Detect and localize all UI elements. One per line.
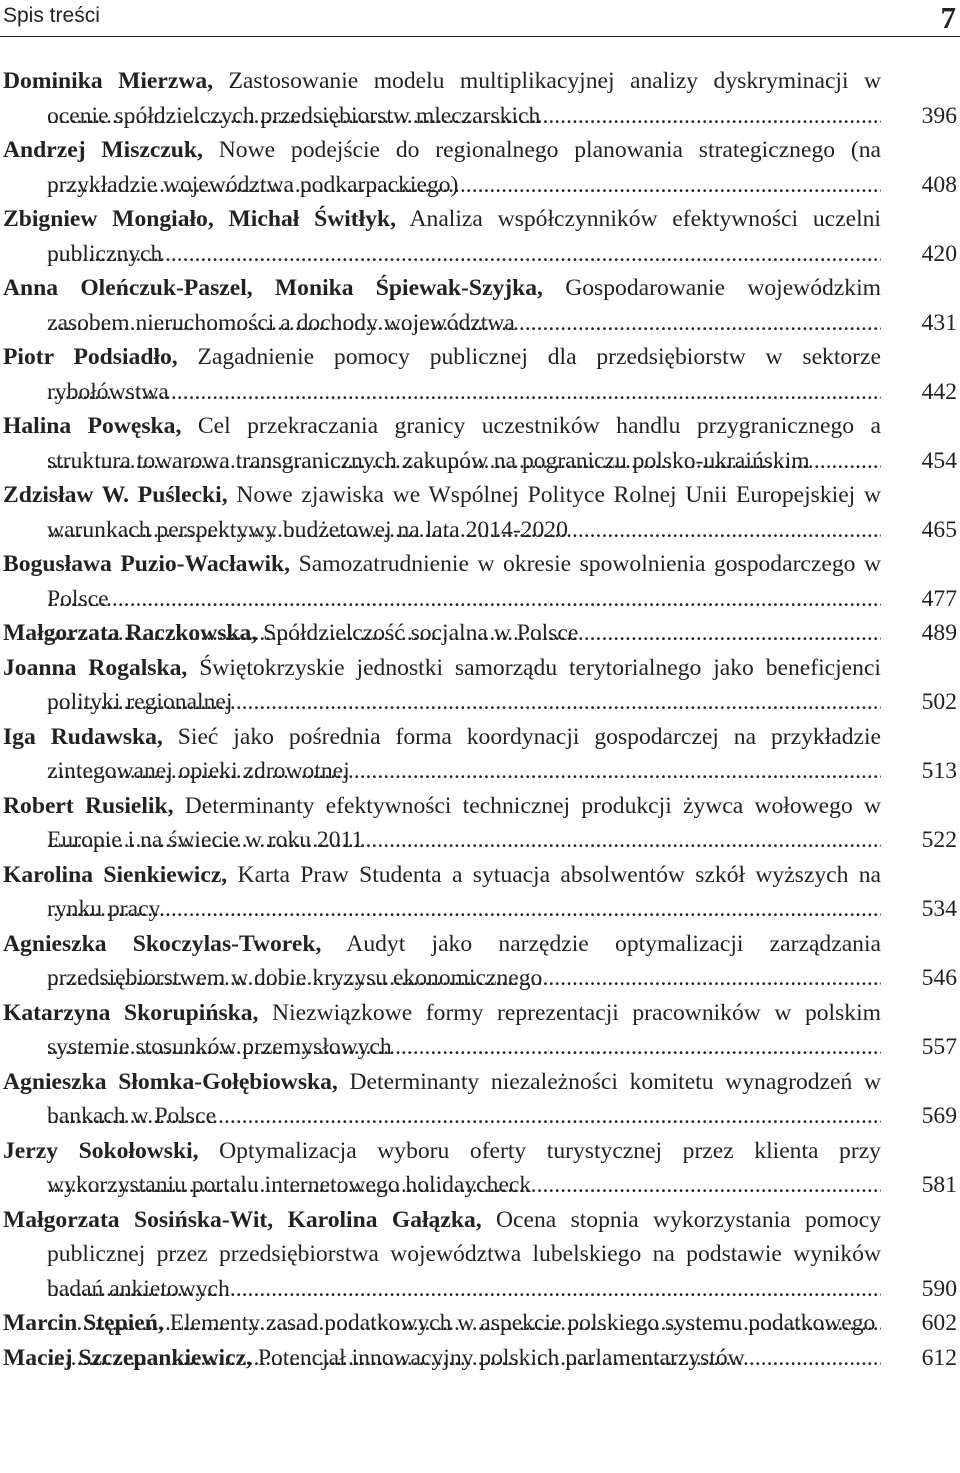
toc-entry-title: Optymalizacja wyboru oferty turystycznej przez klienta przy wykorzystaniu portalu internetowego holidaycheck ..... <box>47 1138 881 1199</box>
toc-entry-title: Elementy zasad podatkowych w aspekcie polskiego systemu podatkowego ..... <box>170 1310 876 1336</box>
toc-entry-text <box>3 1306 881 1341</box>
toc-entry-title: Zastosowanie modelu multiplikacyjnej analizy dyskryminacji w ocenie spółdzielczych przedsiębiorstw mleczarskich ..... <box>47 68 881 129</box>
running-head <box>0 0 960 37</box>
toc-entry-page: 513 <box>921 758 957 784</box>
toc-entry-page: 454 <box>921 447 957 474</box>
toc-entry-page: 502 <box>921 689 957 715</box>
toc-entry-title: Karta Praw Studenta a sytuacja absolwentów szkół wyższych na rynku pracy ..... <box>47 862 881 923</box>
toc-entry-title: Gospodarowanie wojewódzkim zasobem nieruchomości a dochody województwa ..... <box>47 275 881 336</box>
toc-entry-author: Piotr Podsiadło, <box>3 344 178 370</box>
toc-entry-author: Zbigniew Mongiało, Michał Świtłyk, <box>3 206 397 232</box>
toc-entry-author: Marcin Stępień, <box>3 1310 164 1336</box>
toc-entry-title: Cel przekraczania granicy uczestników handlu przygranicznego a struktura towarowa transgranicznych zakupów na pograniczu polsko-ukraińskim ..... <box>47 413 881 474</box>
toc-entry-title: Audyt jako narzędzie optymalizacji zarządzania przedsiębiorstwem w dobie kryzysu ekonomicznego ..... <box>47 931 881 992</box>
toc-entry-author: Halina Powęska, <box>3 413 182 439</box>
toc-entry <box>3 720 957 789</box>
toc-entry-page: 477 <box>921 585 957 612</box>
toc-entry-author: Zdzisław W. Puślecki, <box>3 482 228 508</box>
toc-entry-page: 465 <box>921 516 957 543</box>
toc-entry-author: Robert Rusielik, <box>3 792 174 819</box>
toc-entry <box>3 547 957 616</box>
toc-entry-title: Potencjał innowacyjny polskich parlamentarzystów ..... <box>258 1345 745 1371</box>
toc-entry-author: Agnieszka Słomka-Gołębiowska, <box>3 1068 338 1095</box>
toc-entry-author: Andrzej Miszczuk, <box>3 137 203 163</box>
toc-entry <box>3 478 957 547</box>
toc-entry-page: 557 <box>921 1034 957 1060</box>
toc-entry-text <box>3 1065 881 1134</box>
toc-entry <box>3 1203 957 1307</box>
toc-entry-title: Niezwiązkowe formy reprezentacji pracowników w polskim systemie stosunków przemysłowych ..... <box>47 1000 881 1061</box>
toc-entry-text <box>3 996 881 1065</box>
toc-entry-author: Małgorzata Sosińska-Wit, Karolina Gałązka, <box>3 1206 482 1233</box>
toc-entry-title: Ocena stopnia wykorzystania pomocy publicznej przez przedsiębiorstwa województwa lubelskiego na podstawie wyników badań ankietowych ..... <box>47 1207 881 1302</box>
toc-entry-page: 569 <box>921 1103 957 1129</box>
toc-entry <box>3 1306 957 1341</box>
toc-entry <box>3 1341 957 1376</box>
toc-entry-author: Karolina Sienkiewicz, <box>3 861 228 888</box>
toc-entry-author: Maciej Szczepankiewicz, <box>3 1344 252 1371</box>
toc-entry-page: 431 <box>921 309 957 336</box>
toc-entry-title: Determinanty efektywności technicznej produkcji żywca wołowego w Europie i na świecie w roku 2011 ..... <box>47 793 881 854</box>
toc-entry-title: Nowe zjawiska we Wspólnej Polityce Rolnej Unii Europejskiej w warunkach perspektywy budżetowej na lata 2014-2020 ..... <box>47 482 881 543</box>
toc-entry-page: 420 <box>921 240 957 267</box>
toc-entry <box>3 651 957 720</box>
toc-entry-title: Determinanty niezależności komitetu wynagrodzeń w bankach w Polsce ..... <box>47 1069 881 1130</box>
toc-entry-text <box>3 547 881 616</box>
toc-entry-text <box>3 1134 881 1203</box>
table-of-contents <box>3 64 957 1375</box>
toc-entry-author: Iga Rudawska, <box>3 723 163 750</box>
toc-entry-text <box>3 271 881 340</box>
toc-entry <box>3 271 957 340</box>
toc-entry-title: Samozatrudnienie w okresie spowolnienia gospodarczego w Polsce ..... <box>47 551 881 612</box>
toc-entry-title: Spółdzielczość socjalna w Polsce ..... <box>263 620 578 646</box>
toc-entry <box>3 996 957 1065</box>
toc-entry-author: Bogusława Puzio-Wacławik, <box>3 551 291 577</box>
toc-entry-page: 581 <box>921 1172 957 1198</box>
toc-entry-text <box>3 616 881 651</box>
toc-entry-title: Świętokrzyskie jednostki samorządu terytorialnego jako beneficjenci polityki regionalnej ..... <box>47 655 881 716</box>
toc-entry <box>3 858 957 927</box>
toc-entry <box>3 64 957 133</box>
toc-entry-page: 522 <box>921 827 957 853</box>
toc-entry-page: 489 <box>921 620 957 646</box>
toc-entry-text <box>3 1341 881 1376</box>
toc-entry <box>3 1065 957 1134</box>
toc-entry-text <box>3 858 881 927</box>
toc-entry-page: 442 <box>921 378 957 405</box>
toc-entry-page: 396 <box>921 102 957 129</box>
toc-entry-text <box>3 409 881 478</box>
toc-entry-author: Agnieszka Skoczylas-Tworek, <box>3 930 322 957</box>
toc-entry-title: Analiza współczynników efektywności uczelni publicznych ..... <box>47 206 881 267</box>
toc-entry-text <box>3 927 881 996</box>
toc-entry-page: 534 <box>921 896 957 922</box>
toc-entry-author: Jerzy Sokołowski, <box>3 1137 199 1164</box>
toc-entry-author: Anna Oleńczuk-Paszel, Monika Śpiewak-Szyjka, <box>3 275 543 301</box>
toc-entry <box>3 409 957 478</box>
toc-entry-author: Dominika Mierzwa, <box>3 68 214 94</box>
toc-entry-page: 612 <box>921 1344 957 1371</box>
toc-entry-title: Nowe podejście do regionalnego planowania strategicznego (na przykładzie województwa podkarpackiego) ..... <box>47 137 881 198</box>
toc-entry <box>3 789 957 858</box>
toc-entry-author: Joanna Rogalska, <box>3 654 188 681</box>
toc-entry-author: Małgorzata Raczkowska, <box>3 620 258 646</box>
toc-entry <box>3 133 957 202</box>
toc-entry-text <box>3 651 881 720</box>
section-title: Spis treści <box>3 4 100 27</box>
toc-entry-text <box>3 202 881 271</box>
toc-entry-text <box>3 720 881 789</box>
toc-entry-title: Sieć jako pośrednia forma koordynacji gospodarczej na przykładzie zintegowanej opieki zdrowotnej ..... <box>47 724 881 785</box>
toc-entry-text <box>3 340 881 409</box>
toc-entry-text <box>3 789 881 858</box>
toc-entry-page: 590 <box>921 1275 957 1302</box>
toc-entry <box>3 340 957 409</box>
toc-entry-page: 546 <box>921 965 957 991</box>
toc-entry <box>3 202 957 271</box>
toc-entry-title: Zagadnienie pomocy publicznej dla przedsiębiorstw w sektorze rybołówstwa ..... <box>47 344 881 405</box>
toc-entry-text <box>3 133 881 202</box>
toc-entry-page: 408 <box>921 171 957 198</box>
page-number: 7 <box>940 0 956 35</box>
toc-entry-text <box>3 64 881 133</box>
toc-entry-page: 602 <box>921 1310 957 1336</box>
toc-entry <box>3 927 957 996</box>
toc-entry-text <box>3 1203 881 1307</box>
toc-entry <box>3 616 957 651</box>
toc-entry-author: Katarzyna Skorupińska, <box>3 999 259 1026</box>
toc-entry-text <box>3 478 881 547</box>
toc-entry <box>3 1134 957 1203</box>
